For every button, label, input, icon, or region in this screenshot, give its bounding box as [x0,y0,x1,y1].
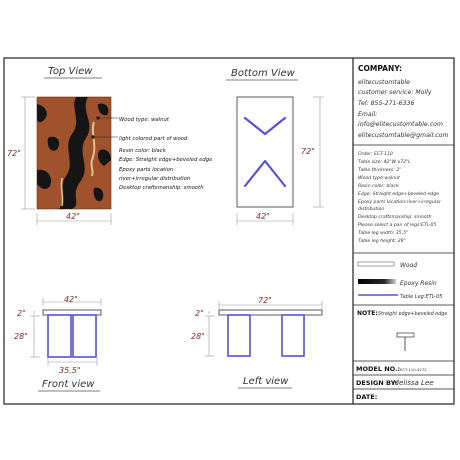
edge-profile-icon [397,333,414,351]
front-view-width-dim: 42" [64,295,78,304]
company-email-label: Email: [358,111,378,118]
callout-resin-color: Resin color: black [119,148,166,154]
legend-epoxy-swatch [358,279,396,284]
order-line: Order: ECT-110 [358,152,393,157]
front-view-title: Front view [42,379,95,390]
order-line: Resin color: black [358,184,399,189]
company-email-2: elitecustomtable@gmail.com [358,132,449,139]
top-view-width-dim: 42" [66,212,80,221]
callout-wood-type: Wood type: walnut [119,117,169,123]
order-line: Table size: 42"W x72"L [358,160,411,165]
date-label: DATE: [356,393,378,401]
left-view-length-dim: 72" [258,296,272,305]
order-line: Table thickness: 2" [358,168,402,173]
order-line: Table leg height: 28" [358,239,406,244]
callout-light-wood: light colored part of wood [119,136,188,142]
left-view-height-dim: 28" [191,332,205,341]
front-view-height-dim: 28" [14,332,28,341]
company-service: customer service: Molly [358,89,432,96]
left-view-table [219,310,322,356]
company-heading: COMPANY: [358,64,403,73]
order-line: Wood type:walnut [358,176,400,181]
company-name: elitecustomtable [358,79,410,86]
front-view-table [43,310,101,357]
legend-wood-label: Wood [400,262,418,269]
legend [358,262,442,300]
bottom-view-tabletop [237,97,293,207]
top-view-tabletop [37,97,111,209]
callout-river: river+irregular distribution [119,176,191,182]
company-info [358,78,449,139]
top-view-length-dim: 72" [7,149,21,158]
callout-craftsmanship: Desktop craftsmanship: smooth [119,185,204,191]
note-label: NOTE: [357,310,378,317]
left-view-thickness-dim: 2" [195,309,204,318]
order-line: Desktop craftsmanship: smooth [358,215,432,220]
note-text: Straight edge+beveled edge [378,312,448,317]
order-line: distribution [358,207,385,212]
callout-edge: Edge: Straight edge+beveled edge [119,157,213,163]
model-label: MODEL NO.: [356,365,401,373]
design-label: DESIGN BY: [356,379,398,387]
order-line: Edge: Straight edge+beveled edge [358,192,439,197]
order-line: Please select a pair of legs:ETL-05 [358,223,437,228]
order-line: Epoxy parts location:river+irregular [358,200,441,205]
left-view-title: Left view [243,376,289,387]
legend-epoxy-label: Epoxy Resin [400,280,437,287]
company-tel: Tel: 855-271-6336 [358,100,415,107]
order-line: Table leg width: 35.5" [358,231,409,236]
top-view-title: Top View [48,66,93,77]
bottom-view-width-dim: 42" [256,212,270,221]
model-value: ECT-110-4272 [400,367,427,372]
legend-wood-swatch [358,262,394,266]
bottom-view-length-dim: 72" [301,147,315,156]
company-email-1: info@elitecustomtable.com [358,121,443,128]
front-view-thickness-dim: 2" [17,309,26,318]
order-details [358,151,442,244]
callout-epoxy-location: Epoxy parts location [119,167,174,173]
design-value: Melissa Lee [393,379,434,387]
bottom-view-title: Bottom View [231,68,295,79]
front-view-leg-span-dim: 35.5" [59,366,81,375]
legend-leg-label: Table Leg:ETL-05 [400,294,443,300]
